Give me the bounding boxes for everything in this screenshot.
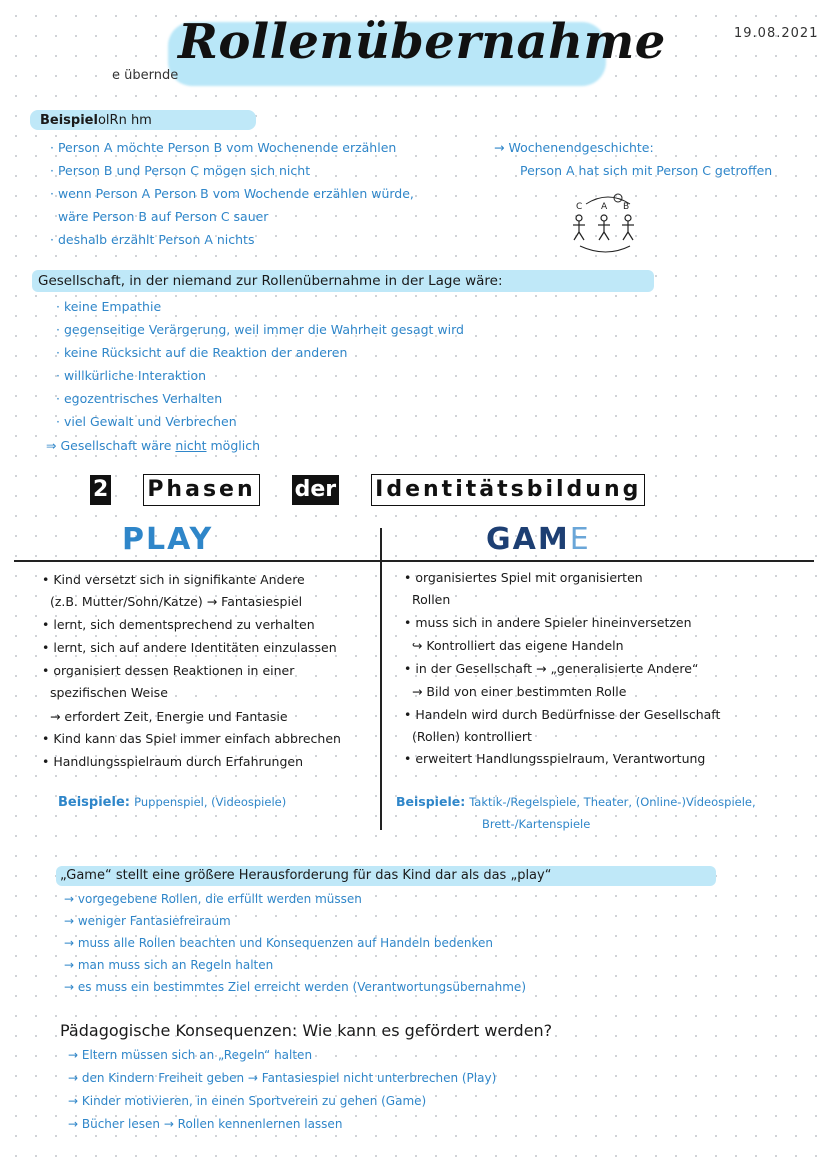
game-item: • in der Gesellschaft → „generalisierte Andere“ xyxy=(404,661,699,676)
game-item: • organisiertes Spiel mit organisierten xyxy=(404,570,643,585)
society-item: · willkürliche Interaktion xyxy=(56,368,207,383)
pedagogy-item: → Bücher lesen → Rollen kennenlernen lassen xyxy=(68,1117,343,1131)
society-item: · keine Rücksicht auf die Reaktion der anderen xyxy=(56,345,348,360)
challenge-item: → muss alle Rollen beachten und Konsequenzen auf Handeln bedenken xyxy=(64,936,494,950)
society-conclusion: ⇒ Gesellschaft wäre nicht möglich xyxy=(46,438,260,453)
play-item: • Kind kann das Spiel immer einfach abbrechen xyxy=(42,731,341,746)
society-item: · egozentrisches Verhalten xyxy=(56,391,223,406)
game-item: • muss sich in andere Spieler hineinversetzen xyxy=(404,615,692,630)
play-item: • lernt, sich dementsprechend zu verhalten xyxy=(42,617,315,632)
weekend-story-text: Person A hat sich mit Person C getroffen xyxy=(520,163,773,178)
challenge-item: → vorgegebene Rollen, die erfüllt werden müssen xyxy=(64,892,362,906)
phases-heading-number: 2 xyxy=(90,475,111,505)
society-item: · keine Empathie xyxy=(56,299,162,314)
phases-heading-word: Identitätsbildung xyxy=(371,474,645,506)
society-heading: Gesellschaft, in der niemand zur Rollenübernahme in der Lage wäre: xyxy=(38,273,503,289)
page-title: Rollenübernahme xyxy=(178,14,666,70)
play-item: spezifischen Weise xyxy=(42,685,168,700)
challenge-heading: „Game“ stellt eine größere Herausforderung für das Kind dar als das „play“ xyxy=(60,868,552,883)
play-title: PLAY xyxy=(122,522,214,557)
challenge-item: → man muss sich an Regeln halten xyxy=(64,958,274,972)
game-title: GAME xyxy=(486,522,591,557)
challenge-item: → weniger Fantasiefreiraum xyxy=(64,914,231,928)
pedagogy-item: → Eltern müssen sich an „Regeln“ halten xyxy=(68,1048,313,1062)
game-item: Rollen xyxy=(404,592,451,607)
society-item: · gegenseitige Verärgerung, weil immer die Wahrheit gesagt wird xyxy=(56,322,464,337)
stick-figures-sketch xyxy=(568,192,648,256)
play-item: → erfordert Zeit, Energie und Fantasie xyxy=(42,709,288,724)
challenge-item: → es muss ein bestimmtes Ziel erreicht werden (Verantwortungsübernahme) xyxy=(64,980,526,994)
pedagogy-item: → den Kindern Freiheit geben → Fantasiespiel nicht unterbrechen (Play) xyxy=(68,1071,497,1085)
play-examples: Beispiele: Puppenspiel, (Videospiele) xyxy=(58,795,287,810)
example-item: · Person B und Person C mögen sich nicht xyxy=(50,163,311,178)
play-item: • organisiert dessen Reaktionen in einer xyxy=(42,663,295,678)
society-item: · viel Gewalt und Verbrechen xyxy=(56,414,237,429)
game-item: (Rollen) kontrolliert xyxy=(404,729,532,744)
game-item: ↪ Kontrolliert das eigene Handeln xyxy=(404,638,624,653)
phases-heading-word: Phasen xyxy=(143,474,259,506)
table-vertical-rule xyxy=(380,528,382,830)
sketch-label-b: B xyxy=(623,202,630,212)
phases-heading-word: der xyxy=(292,475,340,505)
play-item: • Handlungsspielraum durch Erfahrungen xyxy=(42,754,304,769)
sketch-label-c: C xyxy=(576,202,583,212)
example-heading: BeispielolRn hm xyxy=(40,113,152,128)
game-item: • Handeln wird durch Bedürfnisse der Gesellschaft xyxy=(404,707,721,722)
pedagogy-heading: Pädagogische Konsequenzen: Wie kann es gefördert werden? xyxy=(60,1021,553,1040)
play-item: • lernt, sich auf andere Identitäten einzulassen xyxy=(42,640,337,655)
play-item: • Kind versetzt sich in signifikante Andere xyxy=(42,572,305,587)
play-item: (z.B. Mutter/Sohn/Katze) → Fantasiespiel xyxy=(42,594,303,609)
weekend-story-heading: → Wochenendgeschichte: xyxy=(494,140,654,155)
game-examples: Beispiele: Taktik-/Regelspiele, Theater, (Online-)Videospiele, xyxy=(396,794,756,809)
pedagogy-item: → Kinder motivieren, in einen Sportverein zu gehen (Game) xyxy=(68,1094,427,1108)
example-item: · Person A möchte Person B vom Wochenende erzählen xyxy=(50,140,397,155)
title-prefix: e übernde xyxy=(112,68,179,83)
example-item: wäre Person B auf Person C sauer xyxy=(50,209,269,224)
game-item: → Bild von einer bestimmten Rolle xyxy=(404,684,627,699)
example-item: · wenn Person A Person B vom Wochende erzählen würde, xyxy=(50,186,414,201)
table-horizontal-rule xyxy=(14,560,814,562)
game-item: • erweitert Handlungsspielraum, Verantwortung xyxy=(404,751,706,766)
date: 19.08.2021 xyxy=(734,26,819,41)
example-item: · deshalb erzählt Person A nichts xyxy=(50,232,255,247)
phases-heading xyxy=(90,474,645,506)
sketch-label-a: A xyxy=(601,202,608,212)
game-examples-continued: Brett-/Kartenspiele xyxy=(482,817,591,831)
